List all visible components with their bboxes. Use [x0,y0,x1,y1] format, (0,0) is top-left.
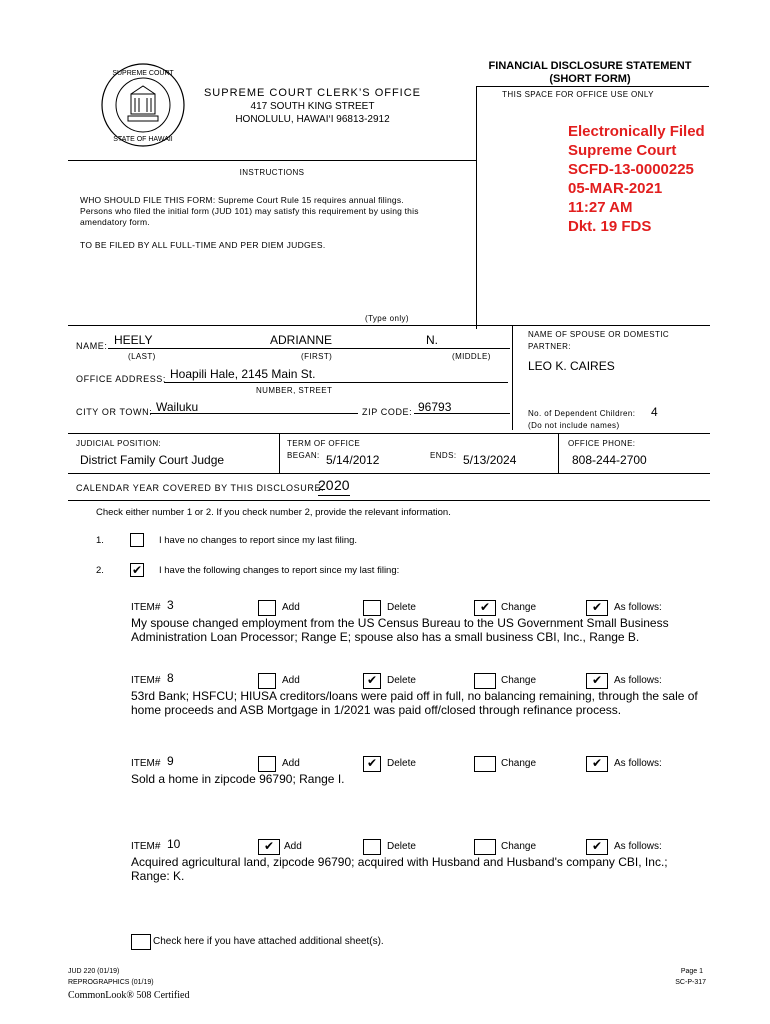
delete-label: Delete [387,758,416,769]
office-use-divider [476,86,477,329]
year-prefix: 20 [318,477,334,493]
follows-checkbox[interactable] [586,673,608,689]
first-name-value[interactable]: ADRIANNE [270,333,333,347]
last-label: (LAST) [128,352,156,361]
option-2-number: 2. [96,565,104,576]
follows-checkbox[interactable] [586,600,608,616]
instructions-line-3: amendatory form. [80,217,150,227]
delete-checkbox[interactable] [363,756,381,772]
position-top-rule [68,433,710,434]
footer-certified: CommonLook® 508 Certified [68,990,190,1001]
instructions-line-2: Persons who filed the initial form (JUD 101) may satisfy this requirement by using this [80,206,419,216]
instructions-heading: INSTRUCTIONS [239,168,305,177]
year-underline [318,495,350,496]
court-seal [100,62,186,148]
follows-checkbox[interactable] [586,839,608,855]
form-subtitle: (SHORT FORM) [549,73,631,85]
change-label: Change [501,758,537,769]
seal-icon [100,62,186,148]
item-label: ITEM# [131,602,161,613]
footer-page: Page 1 [680,968,703,975]
follows-label: As follows: [614,841,662,852]
delete-checkbox[interactable] [363,839,381,855]
instructions-line-1: WHO SHOULD FILE THIS FORM: Supreme Court Rule 15 requires annual filings. [80,195,404,205]
year-label: CALENDAR YEAR COVERED BY THIS DISCLOSURE: [76,483,325,493]
svg-text:STATE OF HAWAII: STATE OF HAWAII [113,136,173,143]
change-checkbox[interactable] [474,673,496,689]
position-divider-1 [279,433,280,473]
item-description-line-2[interactable]: Range: K. [131,869,185,883]
spouse-label-2: PARTNER: [528,342,571,351]
zip-label: ZIP CODE: [362,407,413,417]
add-label: Add [282,675,300,686]
office-address-value[interactable]: Hoapili Hale, 2145 Main St. [170,367,316,381]
footer-form-number: JUD 220 (01/19) [68,968,120,975]
dependents-note: (Do not include names) [528,421,620,430]
city-value[interactable]: Wailuku [156,400,199,414]
change-label: Change [501,602,537,613]
position-divider-2 [558,433,559,473]
year-suffix[interactable]: 20 [334,477,350,493]
phone-value[interactable]: 808-244-2700 [572,453,647,467]
option-1-checkbox[interactable] [130,533,144,547]
option-1-text: I have no changes to report since my last filing. [159,535,358,546]
follows-checkbox[interactable] [586,756,608,772]
item-number[interactable]: 8 [167,671,174,685]
add-label: Add [282,602,300,613]
clerk-address-line-1: 417 SOUTH KING STREET [250,101,375,112]
ends-value[interactable]: 5/13/2024 [463,453,517,467]
item-number[interactable]: 3 [167,598,174,612]
stamp-line-1: Electronically Filed [568,123,705,140]
term-label: TERM OF OFFICE [287,439,361,448]
office-use-label: THIS SPACE FOR OFFICE USE ONLY [502,90,654,99]
delete-checkbox[interactable] [363,673,381,689]
footer-reprographics: REPROGRAPHICS (01/19) [68,979,154,986]
item-description-line-1[interactable]: Sold a home in zipcode 96790; Range I. [131,772,345,786]
stamp-line-6: Dkt. 19 FDS [568,218,652,235]
spouse-label-1: NAME OF SPOUSE OR DOMESTIC [528,330,670,339]
stamp-line-4: 05-MAR-2021 [568,180,663,197]
form-top-rule [68,325,710,326]
began-label: BEGAN: [287,451,320,460]
phone-label: OFFICE PHONE: [568,439,636,448]
add-checkbox[interactable] [258,600,276,616]
first-label: (FIRST) [301,352,333,361]
instructions-filers: TO BE FILED BY ALL FULL-TIME AND PER DIEM JUDGES. [80,240,326,250]
item-number[interactable]: 9 [167,754,174,768]
change-item [0,837,770,887]
item-description-line-2[interactable]: Administration Loan Processor; Range E; spouse also has a small business CBI, Inc., Range B. [131,630,640,644]
item-number[interactable]: 10 [167,837,181,851]
stamp-line-2: Supreme Court [568,142,677,159]
number-street-label: NUMBER, STREET [256,386,333,395]
last-name-value[interactable]: HEELY [114,333,153,347]
delete-check: ✔ [366,673,378,687]
item-label: ITEM# [131,675,161,686]
year-top-rule [68,473,710,474]
ends-label: ENDS: [430,451,457,460]
item-description-line-1[interactable]: My spouse changed employment from the US Census Bureau to the US Government Small Business [131,616,669,630]
filing-stamp [568,122,718,236]
attached-sheets-checkbox[interactable] [131,934,151,950]
name-label: NAME: [76,341,108,351]
add-checkbox[interactable] [258,839,280,855]
item-description-line-2[interactable]: home proceeds and ASB Mortgage in 1/2021 was paid off/closed through refinance process. [131,703,622,717]
delete-label: Delete [387,602,416,613]
change-item [0,598,770,648]
option-2-checkbox[interactable] [130,563,144,577]
change-checkbox[interactable] [474,600,496,616]
add-check: ✔ [263,839,275,853]
stamp-line-3: SCFD-13-0000225 [568,161,694,178]
option-2-text: I have the following changes to report since my last filing: [159,565,400,576]
footer-code: SC-P-317 [675,979,706,986]
add-checkbox[interactable] [258,673,276,689]
judicial-position-value[interactable]: District Family Court Judge [80,453,225,467]
add-checkbox[interactable] [258,756,276,772]
spouse-divider [512,325,513,430]
stamp-line-5: 11:27 AM [568,199,633,216]
change-checkbox[interactable] [474,839,496,855]
clerk-office-title: SUPREME COURT CLERK’S OFFICE [203,87,422,99]
name-underline [108,348,510,349]
follows-label: As follows: [614,675,662,686]
spouse-name-value[interactable]: LEO K. CAIRES [528,359,615,373]
office-use-top-rule [476,86,709,87]
dependents-value[interactable]: 4 [651,405,658,419]
judicial-position-label: JUDICIAL POSITION: [76,439,162,448]
began-value[interactable]: 5/14/2012 [326,453,380,467]
option-2-check: ✔ [131,563,143,577]
add-label: Add [284,841,302,852]
follows-check: ✔ [591,600,603,614]
city-label: CITY OR TOWN: [76,407,153,417]
change-checkbox[interactable] [474,756,496,772]
type-only-note: (Type only) [365,314,409,323]
change-label: Change [501,841,537,852]
year-bottom-rule [68,500,710,501]
follows-check: ✔ [591,756,603,770]
add-label: Add [282,758,300,769]
instructions-top-rule [68,160,476,161]
delete-checkbox[interactable] [363,600,381,616]
zip-value[interactable]: 96793 [418,400,452,414]
dependents-label: No. of Dependent Children: [528,409,636,418]
option-1-number: 1. [96,535,104,546]
clerk-address-line-2: HONOLULU, HAWAI‘I 96813-2912 [235,114,390,125]
changes-instruction: Check either number 1 or 2. If you check number 2, provide the relevant information. [96,507,451,518]
svg-text:SUPREME COURT: SUPREME COURT [112,70,174,77]
change-check: ✔ [479,600,491,614]
follows-check: ✔ [591,673,603,687]
middle-name-value[interactable]: N. [426,333,438,347]
follows-label: As follows: [614,602,662,613]
item-description-line-1[interactable]: 53rd Bank; HSFCU; HIUSA creditors/loans were paid off in full, no balancing remaining, through the sale of [131,689,698,703]
change-item [0,671,770,721]
change-label: Change [501,675,537,686]
office-address-label: OFFICE ADDRESS: [76,374,167,384]
middle-label: (MIDDLE) [452,352,491,361]
instructions-text [80,195,475,228]
form-title: FINANCIAL DISCLOSURE STATEMENT [488,60,692,72]
delete-check: ✔ [366,756,378,770]
delete-label: Delete [387,675,416,686]
item-label: ITEM# [131,758,161,769]
office-address-underline [164,382,508,383]
attached-sheets-text: Check here if you have attached additional sheet(s). [153,936,384,947]
follows-label: As follows: [614,758,662,769]
item-label: ITEM# [131,841,161,852]
delete-label: Delete [387,841,416,852]
follows-check: ✔ [591,839,603,853]
item-description-line-1[interactable]: Acquired agricultural land, zipcode 96790; acquired with Husband and Husband's company CBI, Inc.; [131,855,668,869]
change-item [0,754,770,790]
